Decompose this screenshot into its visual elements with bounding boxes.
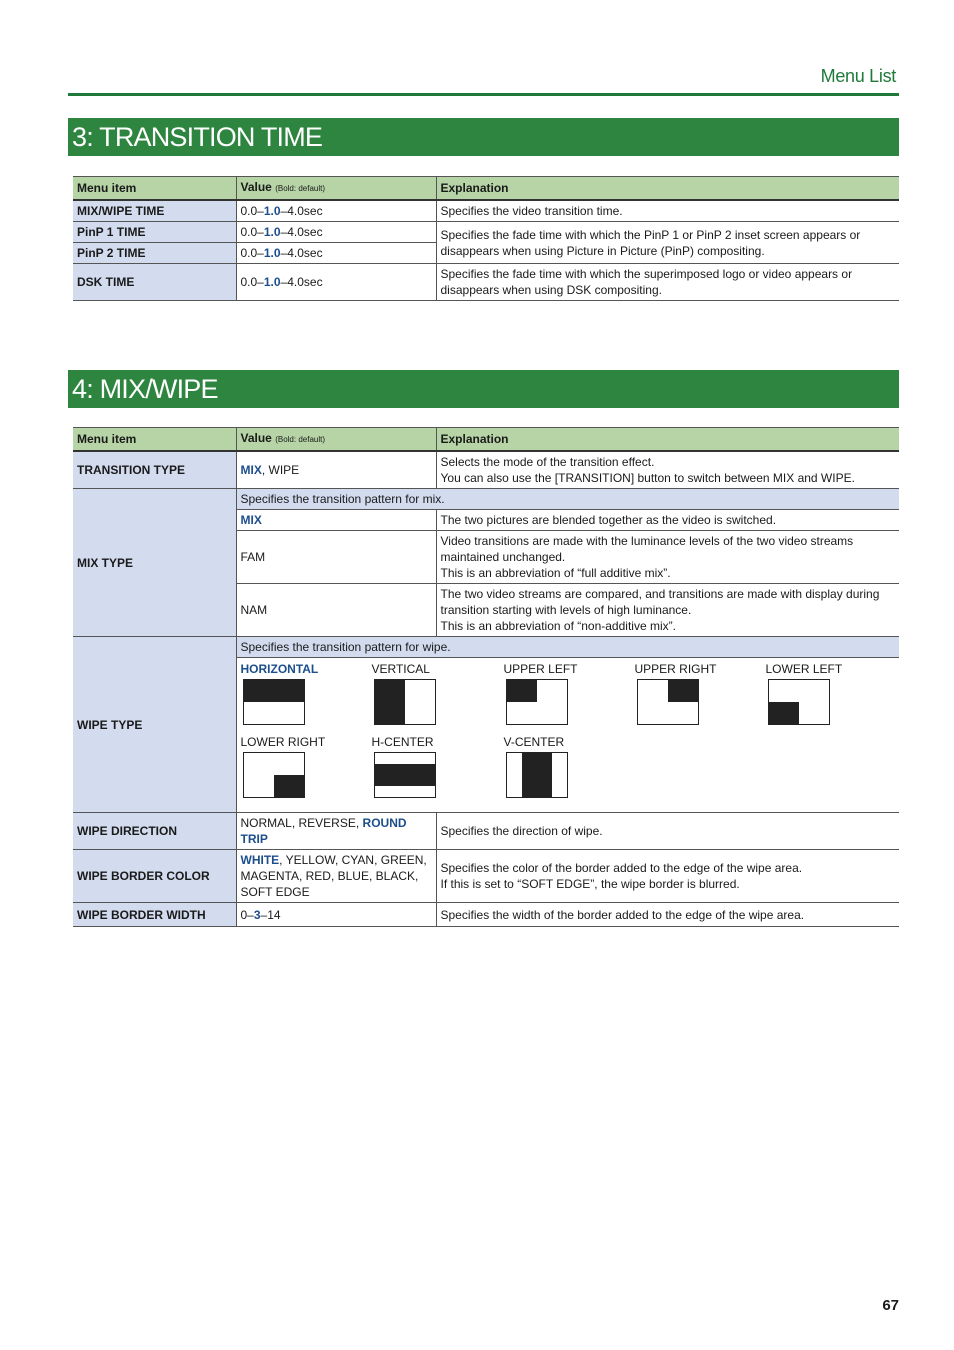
mix-option-explanation: The two pictures are blended together as the video is switched.: [436, 510, 899, 531]
wipe-pattern-upper-left: [504, 662, 624, 725]
wipe-pattern-horizontal: [241, 662, 361, 725]
row-explanation: Specifies the fade time with which the superimposed logo or video appears or disappears when using DSK compositing.: [436, 264, 899, 301]
wipe-pattern-label: V-CENTER: [503, 735, 565, 749]
table-row: [73, 903, 899, 927]
table-row: [73, 222, 899, 243]
mix-option-explanation: [436, 531, 899, 584]
wipe-pattern-vertical: [372, 662, 492, 725]
default-value: MIX: [240, 463, 262, 477]
menu-list-header: Menu List: [820, 66, 896, 86]
table-row: [73, 637, 899, 658]
row-item: DSK TIME: [73, 264, 236, 301]
header-rule: [68, 93, 899, 96]
default-value: 1.0: [263, 225, 281, 239]
row-explanation: [436, 850, 899, 903]
row-item: WIPE DIRECTION: [73, 813, 236, 850]
explanation-line: This is an abbreviation of “full additive mix”.: [440, 566, 671, 580]
wipe-pattern-label: UPPER RIGHT: [634, 662, 717, 676]
value-text: NORMAL, REVERSE,: [240, 816, 363, 830]
default-value: 1.0: [263, 246, 281, 260]
value-text: 0.0–: [240, 225, 264, 239]
col-menu-item: Menu item: [73, 428, 236, 452]
col-explanation: Explanation: [436, 428, 899, 452]
upper-right-wipe-icon: [637, 679, 699, 725]
row-value: [236, 264, 436, 301]
page-number: 67: [882, 1297, 899, 1314]
row-item: MIX TYPE: [73, 489, 236, 637]
explanation-line: Video transitions are made with the luminance levels of the two video streams maintained unchanged.: [440, 534, 854, 564]
col-value-label: Value: [240, 431, 272, 445]
row-item: PinP 1 TIME: [73, 222, 236, 243]
explanation-line: You can also use the [TRANSITION] button to switch between MIX and WIPE.: [440, 471, 855, 485]
wipe-pattern-v-center: [504, 735, 624, 798]
mix-option-name: NAM: [236, 584, 436, 637]
wipe-pattern-label: UPPER LEFT: [503, 662, 578, 676]
value-text: 0.0–: [240, 246, 264, 260]
default-value: 3: [253, 907, 261, 922]
wipe-pattern-label: HORIZONTAL: [240, 662, 319, 676]
row-value: [236, 813, 436, 850]
table-row: [73, 489, 899, 510]
row-value: [236, 903, 436, 927]
wipe-pattern-label: VERTICAL: [371, 662, 430, 676]
col-explanation: Explanation: [436, 177, 899, 201]
value-text: 0–: [240, 907, 254, 922]
default-value: WHITE: [240, 853, 280, 867]
col-value-note: (Bold: default): [275, 435, 326, 444]
row-value: [236, 200, 436, 222]
explanation-line: Selects the mode of the transition effect.: [440, 455, 655, 469]
row-value: [236, 451, 436, 489]
row-item: PinP 2 TIME: [73, 243, 236, 264]
explanation-line: This is an abbreviation of “non-additive mix”.: [440, 619, 676, 633]
wipe-pattern-label: LOWER LEFT: [765, 662, 843, 676]
row-item: MIX/WIPE TIME: [73, 200, 236, 222]
section-title-mix-wipe: 4: MIX/WIPE: [68, 370, 899, 408]
section-title-transition-time: 3: TRANSITION TIME: [68, 118, 899, 156]
col-menu-item: Menu item: [73, 177, 236, 201]
col-value: [236, 177, 436, 201]
row-value: [236, 850, 436, 903]
value-text: 0.0–: [240, 204, 264, 218]
row-explanation: Specifies the video transition time.: [436, 200, 899, 222]
mix-option-name: MIX: [236, 510, 436, 531]
value-text: –4.0sec: [280, 225, 323, 239]
wipe-pattern-label: LOWER RIGHT: [240, 735, 326, 749]
v-center-wipe-icon: [506, 752, 568, 798]
default-value: 1.0: [263, 275, 281, 289]
table-row: [73, 813, 899, 850]
col-value-note: (Bold: default): [275, 184, 326, 193]
col-value: [236, 428, 436, 452]
wipe-pattern-grid: [236, 658, 899, 813]
value-text: –4.0sec: [280, 246, 323, 260]
value-text: –14: [260, 907, 281, 922]
explanation-line: If this is set to “SOFT EDGE”, the wipe border is blurred.: [440, 877, 740, 891]
wipe-pattern-h-center: [372, 735, 492, 798]
table-row: [73, 264, 899, 301]
col-value-label: Value: [240, 180, 272, 194]
wipe-pattern-lower-right: [241, 735, 361, 798]
mix-option-explanation: [436, 584, 899, 637]
wipe-pattern-upper-right: [635, 662, 755, 725]
row-explanation: [436, 451, 899, 489]
row-item: TRANSITION TYPE: [73, 451, 236, 489]
table-row: [73, 200, 899, 222]
value-text: 0.0–: [240, 275, 264, 289]
row-item: WIPE TYPE: [73, 637, 236, 813]
row-item: WIPE BORDER WIDTH: [73, 903, 236, 927]
transition-time-table: [73, 176, 899, 301]
horizontal-wipe-icon: [243, 679, 305, 725]
table-header-row: [73, 428, 899, 452]
lower-right-wipe-icon: [243, 752, 305, 798]
mix-option-name: FAM: [236, 531, 436, 584]
row-explanation: Specifies the fade time with which the PinP 1 or PinP 2 inset screen appears or disappears when using Picture in Picture (PinP) compositing.: [436, 222, 899, 264]
row-item: WIPE BORDER COLOR: [73, 850, 236, 903]
row-value: [236, 243, 436, 264]
row-value: [236, 222, 436, 243]
explanation-line: The two video streams are compared, and transitions are made with display during transition starting with levels of high luminance.: [440, 587, 880, 617]
row-explanation: Specifies the width of the border added to the edge of the wipe area.: [436, 903, 899, 927]
upper-left-wipe-icon: [506, 679, 568, 725]
table-header-row: [73, 177, 899, 201]
vertical-wipe-icon: [374, 679, 436, 725]
mix-type-header: Specifies the transition pattern for mix.: [236, 489, 899, 510]
row-explanation: Specifies the direction of wipe.: [436, 813, 899, 850]
table-row: [73, 850, 899, 903]
explanation-line: Specifies the color of the border added to the edge of the wipe area.: [440, 861, 803, 875]
wipe-pattern-lower-left: [766, 662, 886, 725]
table-row: [73, 451, 899, 489]
wipe-pattern-label: H-CENTER: [371, 735, 434, 749]
value-text: –4.0sec: [280, 275, 323, 289]
default-value: ROUND TRIP: [240, 816, 407, 846]
value-text: , WIPE: [261, 463, 300, 477]
wipe-type-header: Specifies the transition pattern for wipe.: [236, 637, 899, 658]
value-text: –4.0sec: [280, 204, 323, 218]
lower-left-wipe-icon: [768, 679, 830, 725]
h-center-wipe-icon: [374, 752, 436, 798]
default-value: 1.0: [263, 204, 281, 218]
mix-wipe-table: [73, 427, 899, 927]
value-text: , YELLOW, CYAN, GREEN, MAGENTA, RED, BLUE, BLACK, SOFT EDGE: [240, 853, 427, 899]
